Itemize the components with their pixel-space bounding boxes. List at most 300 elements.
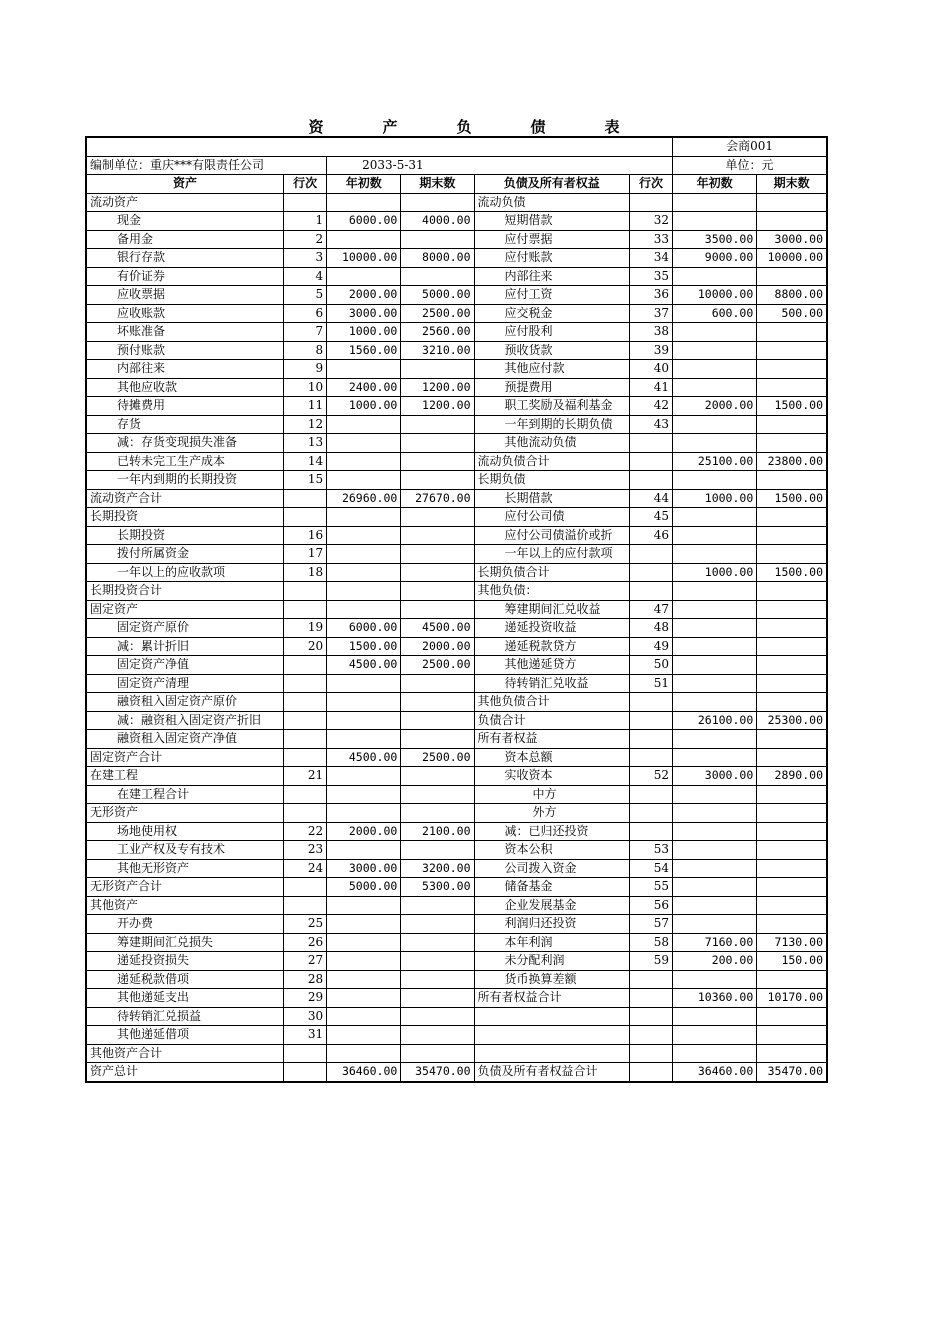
liability-end-value bbox=[757, 1026, 827, 1045]
liability-end-value bbox=[757, 896, 827, 915]
liability-item: 流动负债合计 bbox=[474, 452, 629, 471]
liability-item: 未分配利润 bbox=[474, 952, 629, 971]
asset-item: 应收账款 bbox=[86, 304, 284, 323]
liability-item: 递延税款贷方 bbox=[474, 637, 629, 656]
asset-end-value bbox=[401, 896, 474, 915]
asset-item: 筹建期间汇兑损失 bbox=[86, 933, 284, 952]
asset-item: 存货 bbox=[86, 415, 284, 434]
liability-end-value: 7130.00 bbox=[757, 933, 827, 952]
liability-begin-value: 3500.00 bbox=[673, 230, 757, 249]
asset-end-value bbox=[401, 804, 474, 823]
asset-line-no bbox=[284, 656, 327, 675]
asset-begin-value bbox=[327, 193, 401, 212]
liability-begin-value bbox=[673, 471, 757, 490]
liability-begin-value bbox=[673, 693, 757, 712]
liability-item: 长期负债合计 bbox=[474, 563, 629, 582]
asset-end-value: 2500.00 bbox=[401, 656, 474, 675]
liability-line-no: 33 bbox=[629, 230, 672, 249]
liability-line-no bbox=[629, 1044, 672, 1063]
asset-item: 其他无形资产 bbox=[86, 859, 284, 878]
asset-item: 场地使用权 bbox=[86, 822, 284, 841]
asset-end-value bbox=[401, 952, 474, 971]
asset-end-value bbox=[401, 600, 474, 619]
asset-end-value bbox=[401, 267, 474, 286]
asset-item: 递延投资损失 bbox=[86, 952, 284, 971]
table-row bbox=[86, 415, 827, 434]
liability-begin-value bbox=[673, 730, 757, 749]
liability-begin-value bbox=[673, 1044, 757, 1063]
asset-begin-value bbox=[327, 915, 401, 934]
liability-end-value: 25300.00 bbox=[757, 711, 827, 730]
table-row bbox=[86, 600, 827, 619]
table-row bbox=[86, 674, 827, 693]
liability-end-value bbox=[757, 508, 827, 527]
asset-begin-value bbox=[327, 600, 401, 619]
liability-item: 长期借款 bbox=[474, 489, 629, 508]
liability-end-value: 150.00 bbox=[757, 952, 827, 971]
liability-end-value bbox=[757, 878, 827, 897]
asset-item: 其他递延支出 bbox=[86, 989, 284, 1008]
liability-line-no: 46 bbox=[629, 526, 672, 545]
asset-item: 备用金 bbox=[86, 230, 284, 249]
liability-item: 其他负债合计 bbox=[474, 693, 629, 712]
liability-begin-value bbox=[673, 193, 757, 212]
liability-end-value: 35470.00 bbox=[757, 1063, 827, 1082]
liability-line-no bbox=[629, 804, 672, 823]
table-row bbox=[86, 452, 827, 471]
liability-line-no: 56 bbox=[629, 896, 672, 915]
liability-end-value: 8800.00 bbox=[757, 286, 827, 305]
asset-item: 在建工程 bbox=[86, 767, 284, 786]
table-row bbox=[86, 193, 827, 212]
liability-begin-value bbox=[673, 970, 757, 989]
currency-unit: 单位：元 bbox=[673, 156, 827, 175]
asset-item: 待转销汇兑损益 bbox=[86, 1007, 284, 1026]
asset-begin-value: 2000.00 bbox=[327, 286, 401, 305]
asset-end-value bbox=[401, 970, 474, 989]
table-row bbox=[86, 508, 827, 527]
liability-item: 货币换算差额 bbox=[474, 970, 629, 989]
liability-begin-value bbox=[673, 378, 757, 397]
liability-item: 利润归还投资 bbox=[474, 915, 629, 934]
asset-end-value bbox=[401, 933, 474, 952]
liability-end-value bbox=[757, 193, 827, 212]
liability-line-no: 49 bbox=[629, 637, 672, 656]
liability-line-no bbox=[629, 193, 672, 212]
table-row bbox=[86, 711, 827, 730]
asset-item: 减：累计折旧 bbox=[86, 637, 284, 656]
company-name: 编制单位：重庆***有限责任公司 bbox=[86, 156, 327, 175]
liability-end-value bbox=[757, 267, 827, 286]
header-assets: 资产 bbox=[86, 175, 284, 194]
header-begin: 年初数 bbox=[327, 175, 401, 194]
asset-line-no: 18 bbox=[284, 563, 327, 582]
liability-begin-value bbox=[673, 1007, 757, 1026]
asset-begin-value bbox=[327, 933, 401, 952]
asset-line-no: 21 bbox=[284, 767, 327, 786]
liability-item: 职工奖励及福利基金 bbox=[474, 397, 629, 416]
liability-item: 预提费用 bbox=[474, 378, 629, 397]
table-row bbox=[86, 785, 827, 804]
liability-end-value: 23800.00 bbox=[757, 452, 827, 471]
asset-begin-value: 10000.00 bbox=[327, 249, 401, 268]
asset-line-no: 24 bbox=[284, 859, 327, 878]
liability-item: 减：已归还投资 bbox=[474, 822, 629, 841]
asset-begin-value bbox=[327, 526, 401, 545]
asset-begin-value: 1500.00 bbox=[327, 637, 401, 656]
liability-line-no bbox=[629, 748, 672, 767]
asset-end-value bbox=[401, 1044, 474, 1063]
liability-item: 实收资本 bbox=[474, 767, 629, 786]
liability-end-value bbox=[757, 212, 827, 231]
asset-line-no: 30 bbox=[284, 1007, 327, 1026]
asset-end-value bbox=[401, 989, 474, 1008]
asset-line-no bbox=[284, 693, 327, 712]
liability-item: 其他负债： bbox=[474, 582, 629, 601]
liability-begin-value: 2000.00 bbox=[673, 397, 757, 416]
table-row bbox=[86, 804, 827, 823]
asset-end-value: 2560.00 bbox=[401, 323, 474, 342]
asset-line-no: 7 bbox=[284, 323, 327, 342]
liability-begin-value: 1000.00 bbox=[673, 489, 757, 508]
asset-item: 资产总计 bbox=[86, 1063, 284, 1082]
asset-item: 现金 bbox=[86, 212, 284, 231]
table-row bbox=[86, 1007, 827, 1026]
liability-line-no: 59 bbox=[629, 952, 672, 971]
liability-end-value bbox=[757, 693, 827, 712]
liability-item: 应付公司债 bbox=[474, 508, 629, 527]
sheet-title: 资 产 负 债 表 bbox=[308, 118, 642, 136]
meta-row bbox=[86, 156, 827, 175]
asset-item: 一年内到期的长期投资 bbox=[86, 471, 284, 490]
liability-end-value bbox=[757, 822, 827, 841]
asset-item: 一年以上的应收款项 bbox=[86, 563, 284, 582]
liability-item: 资本公积 bbox=[474, 841, 629, 860]
asset-line-no bbox=[284, 804, 327, 823]
table-row bbox=[86, 304, 827, 323]
liability-begin-value bbox=[673, 267, 757, 286]
liability-line-no: 52 bbox=[629, 767, 672, 786]
asset-end-value: 2100.00 bbox=[401, 822, 474, 841]
liability-begin-value bbox=[673, 896, 757, 915]
liability-begin-value bbox=[673, 656, 757, 675]
asset-item: 其他应收款 bbox=[86, 378, 284, 397]
liability-begin-value bbox=[673, 841, 757, 860]
asset-line-no: 3 bbox=[284, 249, 327, 268]
header-row bbox=[86, 175, 827, 194]
asset-item: 融资租入固定资产净值 bbox=[86, 730, 284, 749]
asset-line-no: 25 bbox=[284, 915, 327, 934]
table-row bbox=[86, 952, 827, 971]
table-row bbox=[86, 619, 827, 638]
asset-line-no: 6 bbox=[284, 304, 327, 323]
asset-end-value bbox=[401, 545, 474, 564]
asset-line-no: 8 bbox=[284, 341, 327, 360]
table-row bbox=[86, 989, 827, 1008]
liability-end-value: 3000.00 bbox=[757, 230, 827, 249]
asset-end-value: 2500.00 bbox=[401, 304, 474, 323]
liability-line-no bbox=[629, 471, 672, 490]
table-row bbox=[86, 286, 827, 305]
asset-begin-value: 5000.00 bbox=[327, 878, 401, 897]
asset-begin-value bbox=[327, 360, 401, 379]
asset-line-no: 26 bbox=[284, 933, 327, 952]
asset-end-value bbox=[401, 1007, 474, 1026]
asset-item: 预付账款 bbox=[86, 341, 284, 360]
asset-end-value bbox=[401, 674, 474, 693]
asset-begin-value bbox=[327, 582, 401, 601]
asset-begin-value bbox=[327, 230, 401, 249]
liability-end-value bbox=[757, 341, 827, 360]
asset-line-no: 16 bbox=[284, 526, 327, 545]
liability-end-value: 10170.00 bbox=[757, 989, 827, 1008]
table-row bbox=[86, 859, 827, 878]
asset-item: 内部往来 bbox=[86, 360, 284, 379]
liability-begin-value bbox=[673, 526, 757, 545]
asset-item: 固定资产合计 bbox=[86, 748, 284, 767]
header-end: 期末数 bbox=[401, 175, 474, 194]
table-row bbox=[86, 323, 827, 342]
asset-item: 减：融资租入固定资产折旧 bbox=[86, 711, 284, 730]
asset-item: 固定资产清理 bbox=[86, 674, 284, 693]
liability-end-value bbox=[757, 656, 827, 675]
asset-item: 其他资产 bbox=[86, 896, 284, 915]
table-row bbox=[86, 896, 827, 915]
liability-item: 应交税金 bbox=[474, 304, 629, 323]
asset-item: 工业产权及专有技术 bbox=[86, 841, 284, 860]
asset-line-no: 1 bbox=[284, 212, 327, 231]
table-row bbox=[86, 489, 827, 508]
liability-begin-value: 1000.00 bbox=[673, 563, 757, 582]
liability-line-no: 54 bbox=[629, 859, 672, 878]
liability-item bbox=[474, 1044, 629, 1063]
liability-begin-value bbox=[673, 674, 757, 693]
asset-line-no: 31 bbox=[284, 1026, 327, 1045]
asset-item: 流动资产合计 bbox=[86, 489, 284, 508]
table-row bbox=[86, 471, 827, 490]
asset-line-no: 27 bbox=[284, 952, 327, 971]
liability-end-value bbox=[757, 970, 827, 989]
liability-end-value bbox=[757, 526, 827, 545]
table-row bbox=[86, 563, 827, 582]
asset-end-value: 2500.00 bbox=[401, 748, 474, 767]
liability-item: 外方 bbox=[474, 804, 629, 823]
table-row bbox=[86, 526, 827, 545]
asset-line-no bbox=[284, 896, 327, 915]
asset-item: 已转未完工生产成本 bbox=[86, 452, 284, 471]
table-row bbox=[86, 637, 827, 656]
liability-line-no bbox=[629, 582, 672, 601]
asset-end-value bbox=[401, 563, 474, 582]
liability-end-value bbox=[757, 378, 827, 397]
liability-item: 内部往来 bbox=[474, 267, 629, 286]
asset-end-value bbox=[401, 415, 474, 434]
asset-begin-value bbox=[327, 674, 401, 693]
asset-line-no: 29 bbox=[284, 989, 327, 1008]
liability-begin-value bbox=[673, 323, 757, 342]
liability-begin-value bbox=[673, 600, 757, 619]
asset-line-no: 4 bbox=[284, 267, 327, 286]
liability-begin-value: 26100.00 bbox=[673, 711, 757, 730]
asset-end-value bbox=[401, 452, 474, 471]
liability-item: 应付账款 bbox=[474, 249, 629, 268]
liability-begin-value bbox=[673, 508, 757, 527]
asset-item: 待摊费用 bbox=[86, 397, 284, 416]
liability-line-no bbox=[629, 693, 672, 712]
asset-end-value bbox=[401, 526, 474, 545]
asset-line-no: 14 bbox=[284, 452, 327, 471]
asset-end-value: 1200.00 bbox=[401, 378, 474, 397]
liability-begin-value bbox=[673, 785, 757, 804]
asset-item: 递延税款借项 bbox=[86, 970, 284, 989]
asset-line-no: 15 bbox=[284, 471, 327, 490]
asset-line-no bbox=[284, 508, 327, 527]
asset-begin-value bbox=[327, 1026, 401, 1045]
liability-end-value bbox=[757, 785, 827, 804]
asset-end-value bbox=[401, 508, 474, 527]
liability-begin-value: 200.00 bbox=[673, 952, 757, 971]
liability-end-value bbox=[757, 619, 827, 638]
asset-end-value: 1200.00 bbox=[401, 397, 474, 416]
liability-item bbox=[474, 1007, 629, 1026]
liability-line-no: 57 bbox=[629, 915, 672, 934]
asset-begin-value bbox=[327, 989, 401, 1008]
liability-line-no bbox=[629, 563, 672, 582]
liability-begin-value: 10360.00 bbox=[673, 989, 757, 1008]
asset-begin-value bbox=[327, 563, 401, 582]
asset-end-value bbox=[401, 730, 474, 749]
liability-item: 中方 bbox=[474, 785, 629, 804]
liability-item: 一年以上的应付款项 bbox=[474, 545, 629, 564]
liability-begin-value bbox=[673, 915, 757, 934]
liability-line-no: 44 bbox=[629, 489, 672, 508]
liability-begin-value: 3000.00 bbox=[673, 767, 757, 786]
asset-end-value bbox=[401, 434, 474, 453]
asset-line-no: 23 bbox=[284, 841, 327, 860]
asset-line-no bbox=[284, 1063, 327, 1082]
table-row bbox=[86, 397, 827, 416]
liability-begin-value bbox=[673, 1026, 757, 1045]
asset-item: 银行存款 bbox=[86, 249, 284, 268]
liability-item: 应付票据 bbox=[474, 230, 629, 249]
asset-begin-value: 6000.00 bbox=[327, 619, 401, 638]
report-date: 2033-5-31 bbox=[327, 156, 673, 175]
asset-item: 长期投资合计 bbox=[86, 582, 284, 601]
asset-begin-value bbox=[327, 730, 401, 749]
liability-end-value bbox=[757, 471, 827, 490]
asset-item: 应收票据 bbox=[86, 286, 284, 305]
asset-begin-value bbox=[327, 415, 401, 434]
asset-end-value bbox=[401, 785, 474, 804]
liability-begin-value bbox=[673, 822, 757, 841]
liability-item: 短期借款 bbox=[474, 212, 629, 231]
balance-sheet-table bbox=[85, 136, 828, 1083]
liability-begin-value bbox=[673, 360, 757, 379]
header-end: 期末数 bbox=[757, 175, 827, 194]
liability-line-no: 36 bbox=[629, 286, 672, 305]
liability-line-no: 51 bbox=[629, 674, 672, 693]
liability-end-value bbox=[757, 859, 827, 878]
liability-item: 企业发展基金 bbox=[474, 896, 629, 915]
asset-begin-value bbox=[327, 804, 401, 823]
liability-begin-value: 25100.00 bbox=[673, 452, 757, 471]
liability-line-no: 34 bbox=[629, 249, 672, 268]
table-row bbox=[86, 434, 827, 453]
form-code: 会商001 bbox=[673, 137, 827, 156]
liability-item: 其他应付款 bbox=[474, 360, 629, 379]
asset-begin-value: 6000.00 bbox=[327, 212, 401, 231]
liability-end-value bbox=[757, 841, 827, 860]
liability-end-value bbox=[757, 434, 827, 453]
liability-line-no: 37 bbox=[629, 304, 672, 323]
liability-end-value bbox=[757, 323, 827, 342]
header-begin: 年初数 bbox=[673, 175, 757, 194]
asset-line-no: 9 bbox=[284, 360, 327, 379]
asset-begin-value: 2000.00 bbox=[327, 822, 401, 841]
table-row bbox=[86, 656, 827, 675]
liability-line-no: 35 bbox=[629, 267, 672, 286]
liability-line-no: 47 bbox=[629, 600, 672, 619]
header-line-no: 行次 bbox=[284, 175, 327, 194]
liability-item: 递延投资收益 bbox=[474, 619, 629, 638]
asset-end-value bbox=[401, 693, 474, 712]
liability-item: 公司拨入资金 bbox=[474, 859, 629, 878]
liability-item: 本年利润 bbox=[474, 933, 629, 952]
liability-item: 负债及所有者权益合计 bbox=[474, 1063, 629, 1082]
liability-line-no: 50 bbox=[629, 656, 672, 675]
liability-end-value: 10000.00 bbox=[757, 249, 827, 268]
liability-line-no bbox=[629, 711, 672, 730]
liability-line-no: 55 bbox=[629, 878, 672, 897]
asset-line-no: 19 bbox=[284, 619, 327, 638]
asset-end-value bbox=[401, 582, 474, 601]
table-row bbox=[86, 545, 827, 564]
liability-line-no bbox=[629, 822, 672, 841]
asset-item: 融资租入固定资产原价 bbox=[86, 693, 284, 712]
asset-line-no: 5 bbox=[284, 286, 327, 305]
asset-begin-value: 26960.00 bbox=[327, 489, 401, 508]
asset-line-no: 28 bbox=[284, 970, 327, 989]
liability-begin-value: 10000.00 bbox=[673, 286, 757, 305]
asset-begin-value bbox=[327, 267, 401, 286]
table-row bbox=[86, 841, 827, 860]
asset-begin-value bbox=[327, 952, 401, 971]
liability-item: 一年到期的长期负债 bbox=[474, 415, 629, 434]
liability-line-no: 43 bbox=[629, 415, 672, 434]
asset-line-no: 17 bbox=[284, 545, 327, 564]
asset-end-value bbox=[401, 230, 474, 249]
asset-line-no bbox=[284, 489, 327, 508]
asset-line-no: 13 bbox=[284, 434, 327, 453]
liability-begin-value bbox=[673, 434, 757, 453]
asset-begin-value: 4500.00 bbox=[327, 656, 401, 675]
header-liabilities: 负债及所有者权益 bbox=[474, 175, 629, 194]
asset-begin-value: 3000.00 bbox=[327, 859, 401, 878]
asset-end-value: 4500.00 bbox=[401, 619, 474, 638]
asset-end-value: 4000.00 bbox=[401, 212, 474, 231]
asset-begin-value: 36460.00 bbox=[327, 1063, 401, 1082]
asset-item: 在建工程合计 bbox=[86, 785, 284, 804]
liability-line-no bbox=[629, 970, 672, 989]
asset-line-no bbox=[284, 674, 327, 693]
liability-line-no: 38 bbox=[629, 323, 672, 342]
table-row bbox=[86, 730, 827, 749]
table-row bbox=[86, 230, 827, 249]
liability-end-value bbox=[757, 748, 827, 767]
asset-begin-value bbox=[327, 452, 401, 471]
table-row bbox=[86, 748, 827, 767]
asset-end-value: 35470.00 bbox=[401, 1063, 474, 1082]
